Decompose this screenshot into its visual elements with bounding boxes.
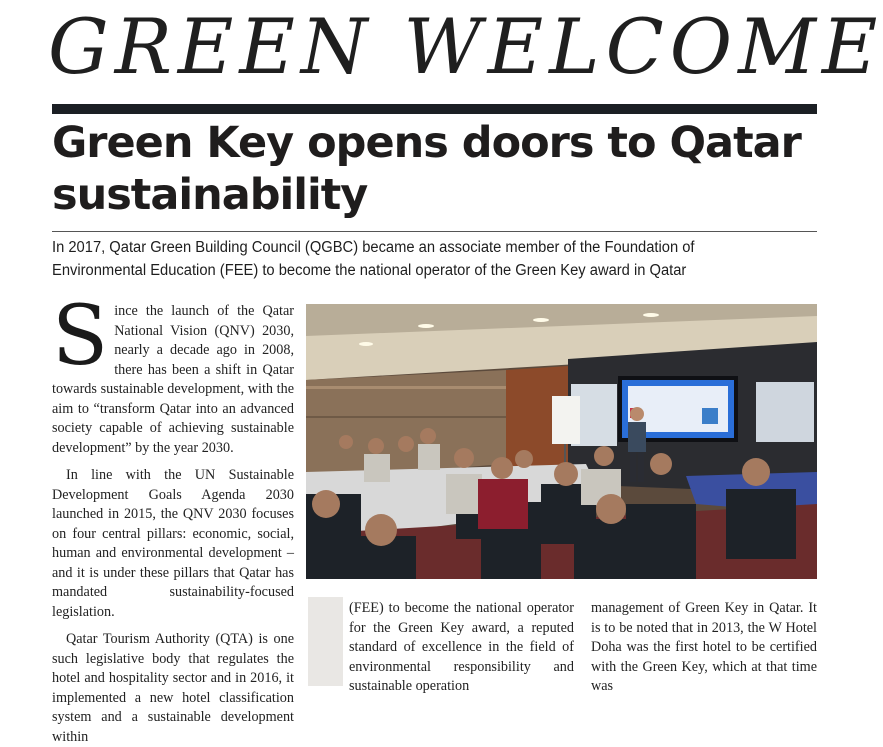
drop-cap: S <box>52 289 109 384</box>
conference-photo <box>306 304 817 579</box>
body-paragraph-col3: management of Green Key in Qatar. It is to be noted that in 2013, the W Hotel Doha was the first hotel to be certified with the Green Key, which at that time was <box>591 600 817 694</box>
gutter-block <box>308 597 343 686</box>
headline-divider <box>52 231 817 232</box>
article-headline: Green Key opens doors to Qatar sustainability <box>52 118 801 220</box>
body-column-1 <box>52 289 294 745</box>
body-paragraph-2: In line with the UN Sustainable Development Goals Agenda 2030 launched in 2015, the QNV 2030 focuses on four central pillars: economic, social, human and environmental development – and it is under these pillars that Qatar has mandated sustainability-focused legislation. <box>52 467 294 620</box>
section-heading: GREEN WELCOME <box>48 2 883 91</box>
body-column-3 <box>591 599 817 694</box>
heading-rule-bar <box>52 104 817 114</box>
body-paragraph-col2: (FEE) to become the national operator for the Green Key award, a reputed standard of excellence in the field of environmental responsibility and sustainable operation <box>349 600 574 694</box>
article-standfirst: In 2017, Qatar Green Building Council (QGBC) became an associate member of the Foundation of Environmental Education (FEE) to become the national operator of the Green Key award in Qatar <box>52 239 695 279</box>
body-column-2 <box>349 599 574 694</box>
body-paragraph-3: Qatar Tourism Authority (QTA) is one such legislative body that regulates the hotel and hospitality sector and in 2016, it implemented a new hotel classification system and a sustainable development within <box>52 631 294 745</box>
body-paragraph-1 <box>52 289 294 458</box>
paragraph-text: ince the launch of the Qatar National Vision (QNV) 2030, nearly a decade ago in 2008, there has been a shift in Qatar towards sustainable development, with the aim to “transform Qatar into an advanced society capable of achieving sustainable development” by the year 2030. <box>52 303 294 456</box>
